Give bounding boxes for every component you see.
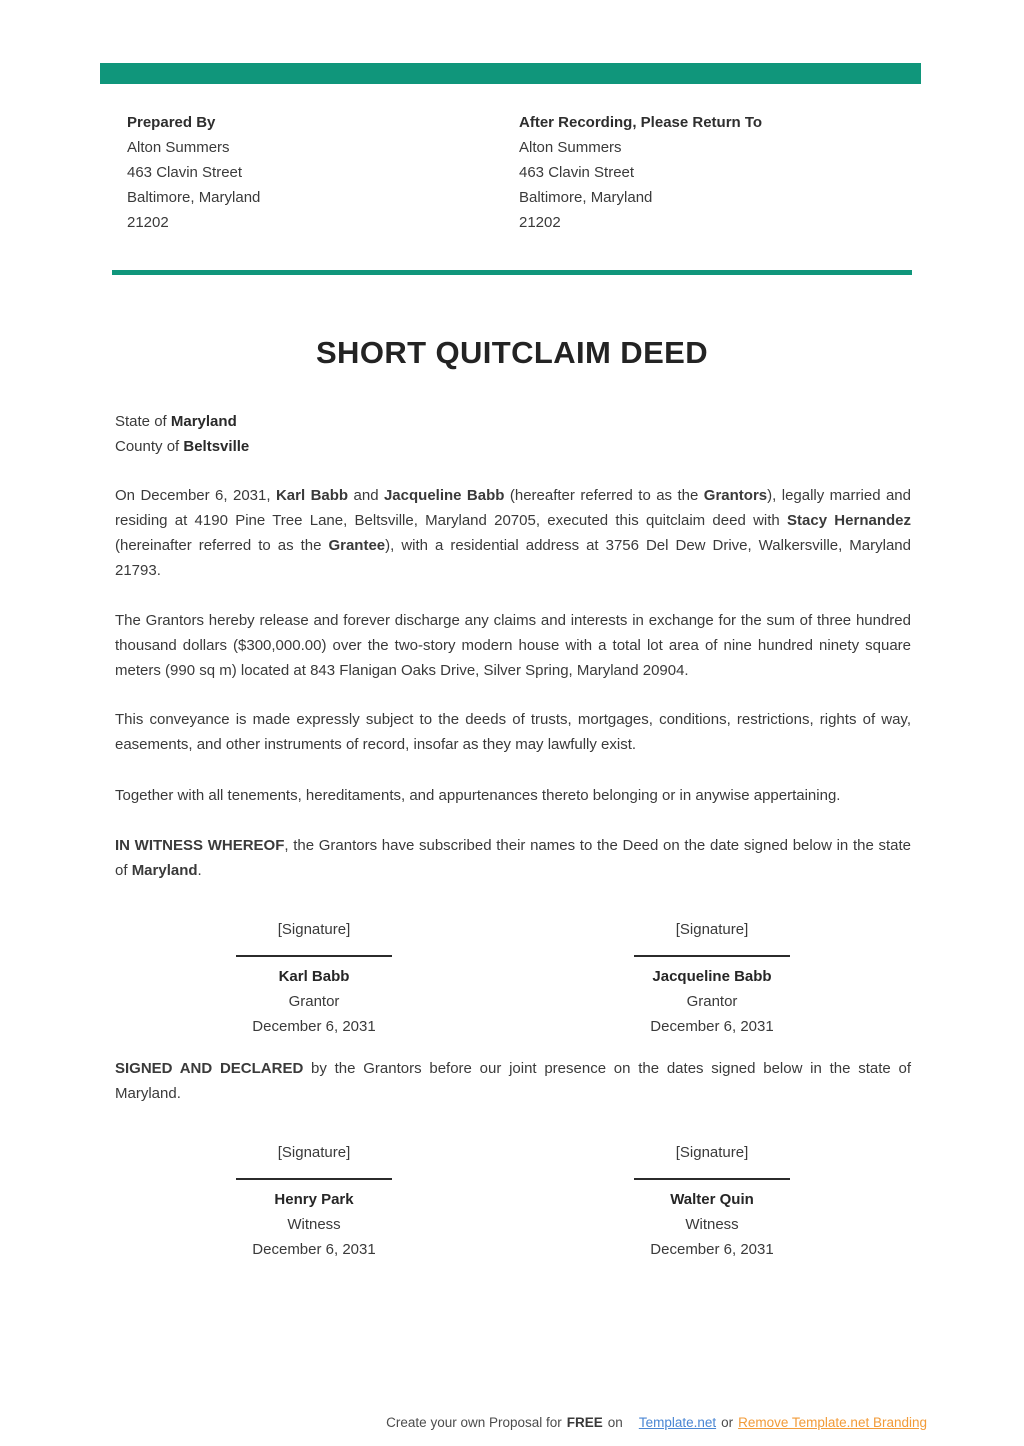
grantor-2-signature-line <box>634 955 790 957</box>
header-accent-bar <box>100 63 921 84</box>
return-to-city: Baltimore, Maryland <box>519 189 653 206</box>
return-to-name: Alton Summers <box>519 139 622 156</box>
witness-signature-row <box>115 1140 911 1262</box>
prepared-by-city: Baltimore, Maryland <box>127 189 261 206</box>
jurisdiction-block <box>115 409 249 459</box>
grantor-1-signature-block <box>115 917 513 1039</box>
paragraph-together-with: Together with all tenements, hereditaments, and appurtenances thereto belonging or in anywise appertaining. <box>115 787 841 804</box>
return-to-street: 463 Clavin Street <box>519 164 635 181</box>
template-net-link[interactable]: Template.net <box>638 1415 717 1430</box>
document-title: SHORT QUITCLAIM DEED <box>315 335 709 370</box>
grantor-1-signature-placeholder[interactable]: [Signature] <box>277 921 351 938</box>
witness-2-signature-block <box>513 1140 911 1262</box>
witness-1-name: Henry Park <box>274 1191 354 1208</box>
paragraph-signed-and-declared: SIGNED AND DECLARED by the Grantors before our joint presence on the dates signed below in the state of Maryland. <box>115 1060 911 1102</box>
county-value: Beltsville <box>183 438 250 455</box>
state-line <box>115 409 249 434</box>
footer-prefix-text: Create your own Proposal for <box>386 1415 562 1430</box>
witness-2-name: Walter Quin <box>670 1191 754 1208</box>
paragraph-subject-to: This conveyance is made expressly subject to the deeds of trusts, mortgages, conditions, restrictions, rights of way, easements, and other instruments of record, insofar as they may lawfully exist. <box>115 711 911 753</box>
paragraph-intro: On December 6, 2031, Karl Babb and Jacqueline Babb (hereafter referred to as the Grantors), legally married and residing at 4190 Pine Tree Lane, Beltsville, Maryland 20705, executed this quitclaim deed with Stacy Hernandez (hereinafter referred to as the Grantee), with a residential address at 3756 Del Dew Drive, Walkersville, Maryland 21793. <box>115 487 911 579</box>
prepared-by-block <box>127 110 519 235</box>
prepared-by-street: 463 Clavin Street <box>127 164 243 181</box>
witness-2-signature-line <box>634 1178 790 1180</box>
paragraph-consideration: The Grantors hereby release and forever discharge any claims and interests in exchange for the sum of three hundred thousand dollars ($300,000.00) over the two-story modern house with a total lot area of nine hundred ninety square meters (990 sq m) located at 843 Flanigan Oaks Drive, Silver Spring, Maryland 20904. <box>115 612 911 679</box>
footer-or-text: or <box>721 1415 734 1430</box>
grantor-1-name: Karl Babb <box>278 968 350 985</box>
prepared-by-name: Alton Summers <box>127 139 230 156</box>
footer-branding <box>386 1413 927 1433</box>
county-label: County of <box>115 438 184 455</box>
grantor-1-role: Grantor <box>288 993 340 1010</box>
return-to-zip: 21202 <box>519 214 561 231</box>
grantor-signature-row <box>115 917 911 1039</box>
state-value: Maryland <box>170 413 237 430</box>
prepared-by-zip: 21202 <box>127 214 169 231</box>
witness-1-signature-block <box>115 1140 513 1262</box>
header-address-row <box>127 110 911 235</box>
footer-free-text: FREE <box>566 1415 603 1430</box>
county-line <box>115 434 249 459</box>
prepared-by-title: Prepared By <box>127 114 216 131</box>
grantor-1-date: December 6, 2031 <box>252 1018 376 1035</box>
witness-1-signature-line <box>236 1178 392 1180</box>
grantor-2-date: December 6, 2031 <box>650 1018 774 1035</box>
witness-1-date: December 6, 2031 <box>252 1241 376 1258</box>
witness-1-signature-placeholder[interactable]: [Signature] <box>277 1144 351 1161</box>
grantor-2-role: Grantor <box>686 993 738 1010</box>
witness-2-date: December 6, 2031 <box>650 1241 774 1258</box>
return-to-block <box>519 110 911 235</box>
grantor-2-signature-block <box>513 917 911 1039</box>
remove-branding-link[interactable]: Remove Template.net Branding <box>738 1415 927 1430</box>
witness-2-role: Witness <box>685 1216 739 1233</box>
footer-on-text: on <box>607 1415 623 1430</box>
grantor-2-name: Jacqueline Babb <box>652 968 772 985</box>
witness-1-role: Witness <box>287 1216 341 1233</box>
header-divider-line <box>112 270 912 275</box>
witness-2-signature-placeholder[interactable]: [Signature] <box>675 1144 749 1161</box>
grantor-2-signature-placeholder[interactable]: [Signature] <box>675 921 749 938</box>
state-label: State of <box>115 413 171 430</box>
paragraph-in-witness-whereof: IN WITNESS WHEREOF, the Grantors have subscribed their names to the Deed on the date signed below in the state of Maryland. <box>115 837 911 879</box>
grantor-1-signature-line <box>236 955 392 957</box>
return-to-title: After Recording, Please Return To <box>519 114 763 131</box>
